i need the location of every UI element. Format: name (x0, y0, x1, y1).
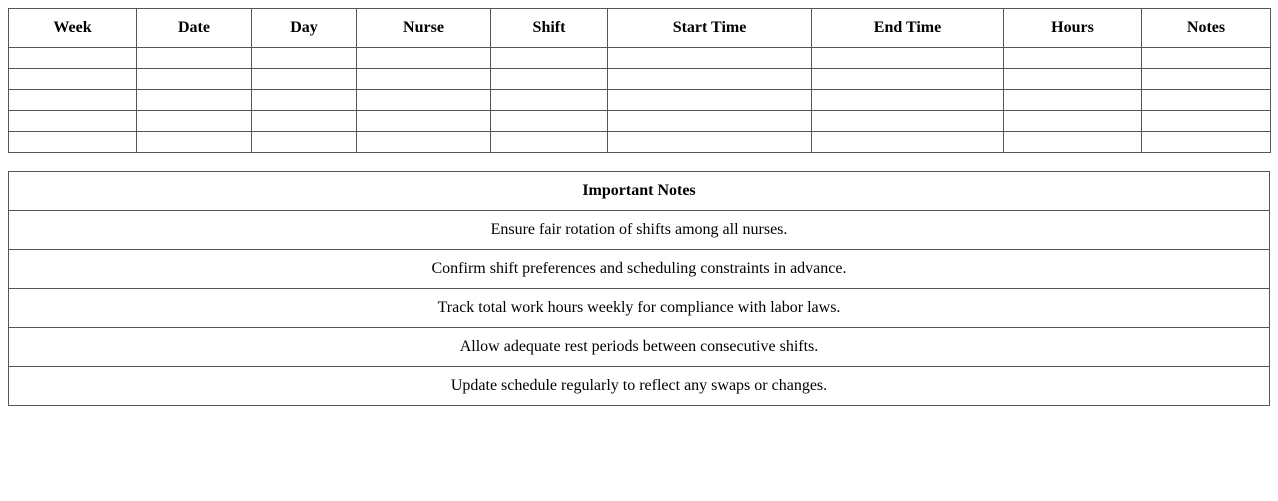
table-cell (812, 69, 1004, 90)
list-item (9, 328, 1270, 367)
note-text: Update schedule regularly to reflect any swaps or changes. (9, 367, 1270, 406)
table-cell (812, 132, 1004, 153)
table-cell (137, 132, 252, 153)
important-notes-table (8, 171, 1270, 406)
table-cell (491, 111, 608, 132)
column-header-hours: Hours (1004, 9, 1142, 48)
column-header-nurse: Nurse (357, 9, 491, 48)
table-cell (608, 90, 812, 111)
note-text: Track total work hours weekly for compliance with labor laws. (9, 289, 1270, 328)
column-header-notes: Notes (1142, 9, 1271, 48)
table-cell (1142, 48, 1271, 69)
table-cell (812, 111, 1004, 132)
table-cell (812, 48, 1004, 69)
table-cell (608, 111, 812, 132)
table-cell (357, 90, 491, 111)
table-cell (137, 111, 252, 132)
table-cell (1142, 132, 1271, 153)
table-cell (1142, 90, 1271, 111)
column-header-week: Week (9, 9, 137, 48)
table-row (9, 69, 1271, 90)
notes-header-row (9, 172, 1270, 211)
table-cell (491, 90, 608, 111)
schedule-table (8, 8, 1271, 153)
table-row (9, 111, 1271, 132)
schedule-header-row (9, 9, 1271, 48)
note-text: Ensure fair rotation of shifts among all nurses. (9, 211, 1270, 250)
table-cell (1142, 69, 1271, 90)
table-row (9, 132, 1271, 153)
column-header-date: Date (137, 9, 252, 48)
table-cell (1004, 132, 1142, 153)
table-cell (9, 69, 137, 90)
table-cell (9, 132, 137, 153)
table-cell (491, 132, 608, 153)
table-cell (1004, 48, 1142, 69)
list-item (9, 367, 1270, 406)
table-cell (1004, 111, 1142, 132)
table-cell (357, 48, 491, 69)
note-text: Confirm shift preferences and scheduling constraints in advance. (9, 250, 1270, 289)
table-cell (137, 48, 252, 69)
table-cell (608, 132, 812, 153)
table-cell (252, 132, 357, 153)
table-row (9, 90, 1271, 111)
table-cell (491, 48, 608, 69)
note-text: Allow adequate rest periods between consecutive shifts. (9, 328, 1270, 367)
list-item (9, 250, 1270, 289)
table-cell (608, 69, 812, 90)
table-cell (137, 90, 252, 111)
table-cell (252, 69, 357, 90)
column-header-start-time: Start Time (608, 9, 812, 48)
list-item (9, 211, 1270, 250)
column-header-shift: Shift (491, 9, 608, 48)
table-cell (1142, 111, 1271, 132)
table-cell (357, 132, 491, 153)
column-header-end-time: End Time (812, 9, 1004, 48)
table-cell (252, 48, 357, 69)
table-cell (137, 69, 252, 90)
table-cell (1004, 90, 1142, 111)
table-cell (1004, 69, 1142, 90)
column-header-day: Day (252, 9, 357, 48)
notes-title: Important Notes (9, 172, 1270, 211)
list-item (9, 289, 1270, 328)
table-cell (9, 111, 137, 132)
table-cell (252, 90, 357, 111)
table-row (9, 48, 1271, 69)
table-cell (357, 69, 491, 90)
table-cell (9, 48, 137, 69)
table-cell (252, 111, 357, 132)
table-cell (9, 90, 137, 111)
table-cell (608, 48, 812, 69)
table-cell (491, 69, 608, 90)
table-cell (357, 111, 491, 132)
table-cell (812, 90, 1004, 111)
